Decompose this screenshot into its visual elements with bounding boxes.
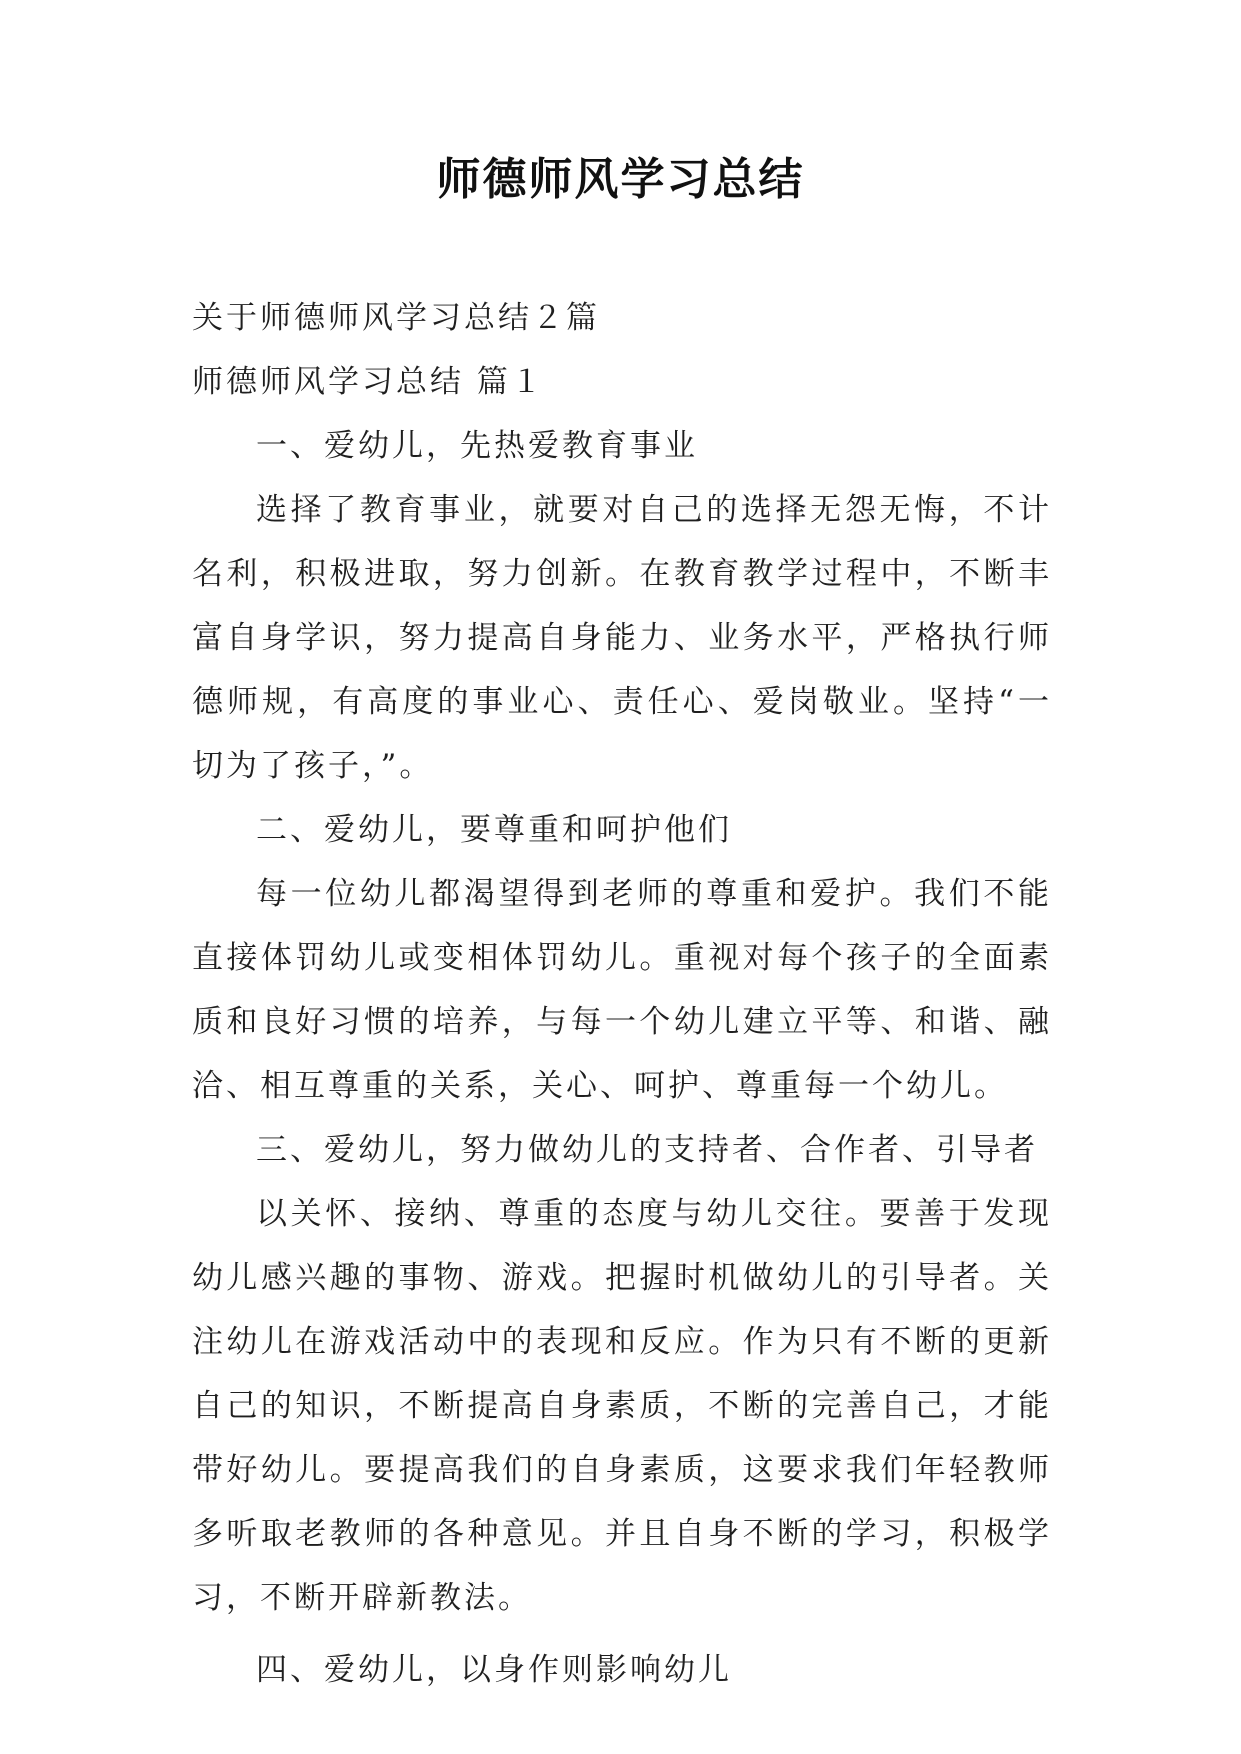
section-heading-2: 二、爱幼儿，要尊重和呵护他们 [256,812,732,848]
paragraph-3: 以关怀、接纳、尊重的态度与幼儿交往。要善于发现幼儿感兴趣的事物、游戏。把握时机做幼儿的引导者。关注幼儿在游戏活动中的表现和反应。作为只有不断的更新自己的知识，不断提高自身素质，不断的完善自己，才能带好幼儿。要提高我们的自身素质，这要求我们年轻教师多听取老教师的各种意见。并且自身不断的学习，积极学习，不断开辟新教法。 [192,1196,1052,1616]
document-title: 师德师风学习总结 [436,154,805,205]
section-heading-3: 三、爱幼儿，努力做幼儿的支持者、合作者、引导者 [256,1132,1038,1168]
paragraph-1: 选择了教育事业，就要对自己的选择无怨无悔，不计名利，积极进取，努力创新。在教育教学过程中，不断丰富自身学识，努力提高自身能力、业务水平，严格执行师德师规，有高度的事业心、责任心、爱岗敬业。坚持“一切为了孩子，”。 [192,492,1052,784]
part-heading: 师德师风学习总结 篇１ [192,364,545,400]
section-heading-1: 一、爱幼儿，先热爱教育事业 [256,428,698,464]
section-heading-4: 四、爱幼儿，以身作则影响幼儿 [256,1652,732,1688]
paragraph-2: 每一位幼儿都渴望得到老师的尊重和爱护。我们不能直接体罚幼儿或变相体罚幼儿。重视对每个孩子的全面素质和良好习惯的培养，与每一个幼儿建立平等、和谐、融洽、相互尊重的关系，关心、呵护、尊重每一个幼儿。 [192,876,1052,1104]
document-body [192,286,1052,1702]
intro-line: 关于师德师风学习总结２篇 [192,300,600,336]
